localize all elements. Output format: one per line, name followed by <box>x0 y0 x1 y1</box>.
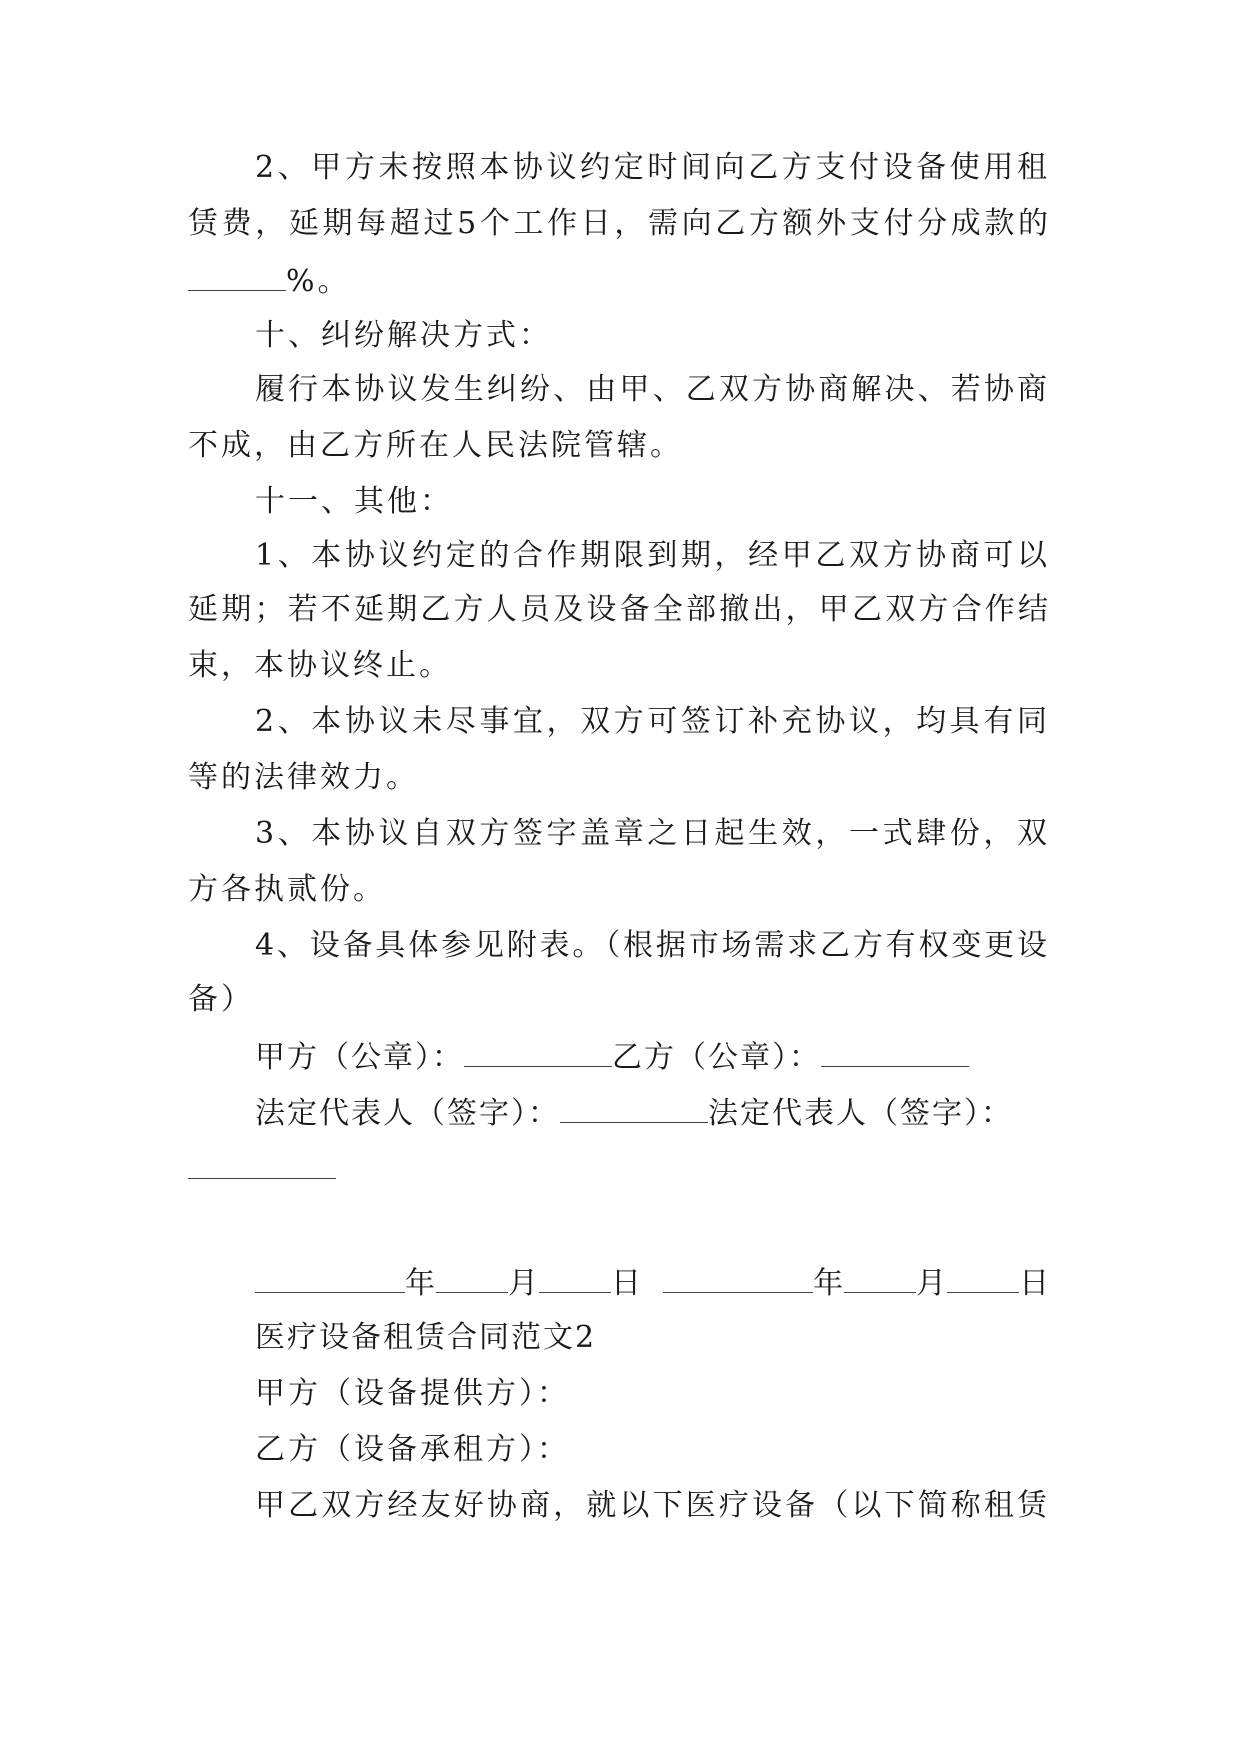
blank-field <box>255 1262 405 1293</box>
paragraph-line: 等的法律效力。 <box>188 760 419 795</box>
paragraph-line: 3、本协议自双方签字盖章之日起生效，一式肆份，双 <box>255 816 1047 851</box>
section-heading: 十一、其他： <box>255 484 453 519</box>
section-title: 医疗设备租赁合同范文2 <box>255 1320 597 1355</box>
party-b-rep-label: 法定代表人（签字）： <box>708 1096 1013 1131</box>
party-a-seal-label: 甲方（公章）： <box>255 1040 464 1075</box>
blank-field <box>539 1262 611 1293</box>
paragraph-line: 备） <box>188 982 254 1017</box>
signature-line-seal <box>255 1036 969 1078</box>
year-label: 年 <box>405 1266 436 1301</box>
month-label: 月 <box>508 1266 539 1301</box>
paragraph-line: 不成，由乙方所在人民法院管辖。 <box>188 428 683 463</box>
day-label: 日 <box>611 1266 642 1301</box>
blank-field <box>663 1262 813 1293</box>
month-label: 月 <box>916 1266 948 1301</box>
paragraph-line: 1、本协议约定的合作期限到期，经甲乙双方协商可以 <box>255 538 1047 573</box>
signature-line-rep <box>255 1092 1013 1134</box>
date-line <box>255 1262 1050 1304</box>
party-b-seal-label: 乙方（公章）： <box>612 1040 821 1075</box>
signature-overflow-line <box>188 1148 336 1190</box>
paragraph-line: 2、本协议未尽事宜，双方可签订补充协议，均具有同 <box>255 704 1047 739</box>
blank-field <box>821 1036 969 1067</box>
party-a-rep-label: 法定代表人（签字）： <box>255 1096 560 1131</box>
paragraph-line: 方各执贰份。 <box>188 872 386 907</box>
blank-field <box>560 1092 708 1123</box>
paragraph-line: 4、设备具体参见附表。（根据市场需求乙方有权变更设 <box>255 928 1047 963</box>
party-b-line: 乙方（设备承租方）： <box>255 1432 570 1467</box>
paragraph-line <box>188 260 351 302</box>
paragraph-line: 履行本协议发生纠纷、由甲、乙双方协商解决、若协商 <box>255 372 1047 407</box>
party-a-line: 甲方（设备提供方）： <box>255 1376 570 1411</box>
blank-field <box>947 1262 1019 1293</box>
blank-field <box>188 260 286 291</box>
day-label: 日 <box>1019 1266 1051 1301</box>
blank-field <box>844 1262 916 1293</box>
blank-field <box>436 1262 508 1293</box>
blank-field <box>464 1036 612 1067</box>
paragraph-line: 甲乙双方经友好协商，就以下医疗设备（以下简称租赁 <box>255 1488 1047 1523</box>
paragraph-line: 赁费，延期每超过5个工作日，需向乙方额外支付分成款的 <box>188 206 1048 241</box>
year-label: 年 <box>813 1266 845 1301</box>
paragraph-line: 2、甲方未按照本协议约定时间向乙方支付设备使用租 <box>255 150 1047 185</box>
paragraph-line: 延期；若不延期乙方人员及设备全部撤出，甲乙双方合作结 <box>188 592 1048 627</box>
blank-field <box>188 1148 336 1179</box>
percent-suffix: %。 <box>286 264 351 299</box>
paragraph-line: 束，本协议终止。 <box>188 648 452 683</box>
section-heading: 十、纠纷解决方式： <box>255 318 552 353</box>
